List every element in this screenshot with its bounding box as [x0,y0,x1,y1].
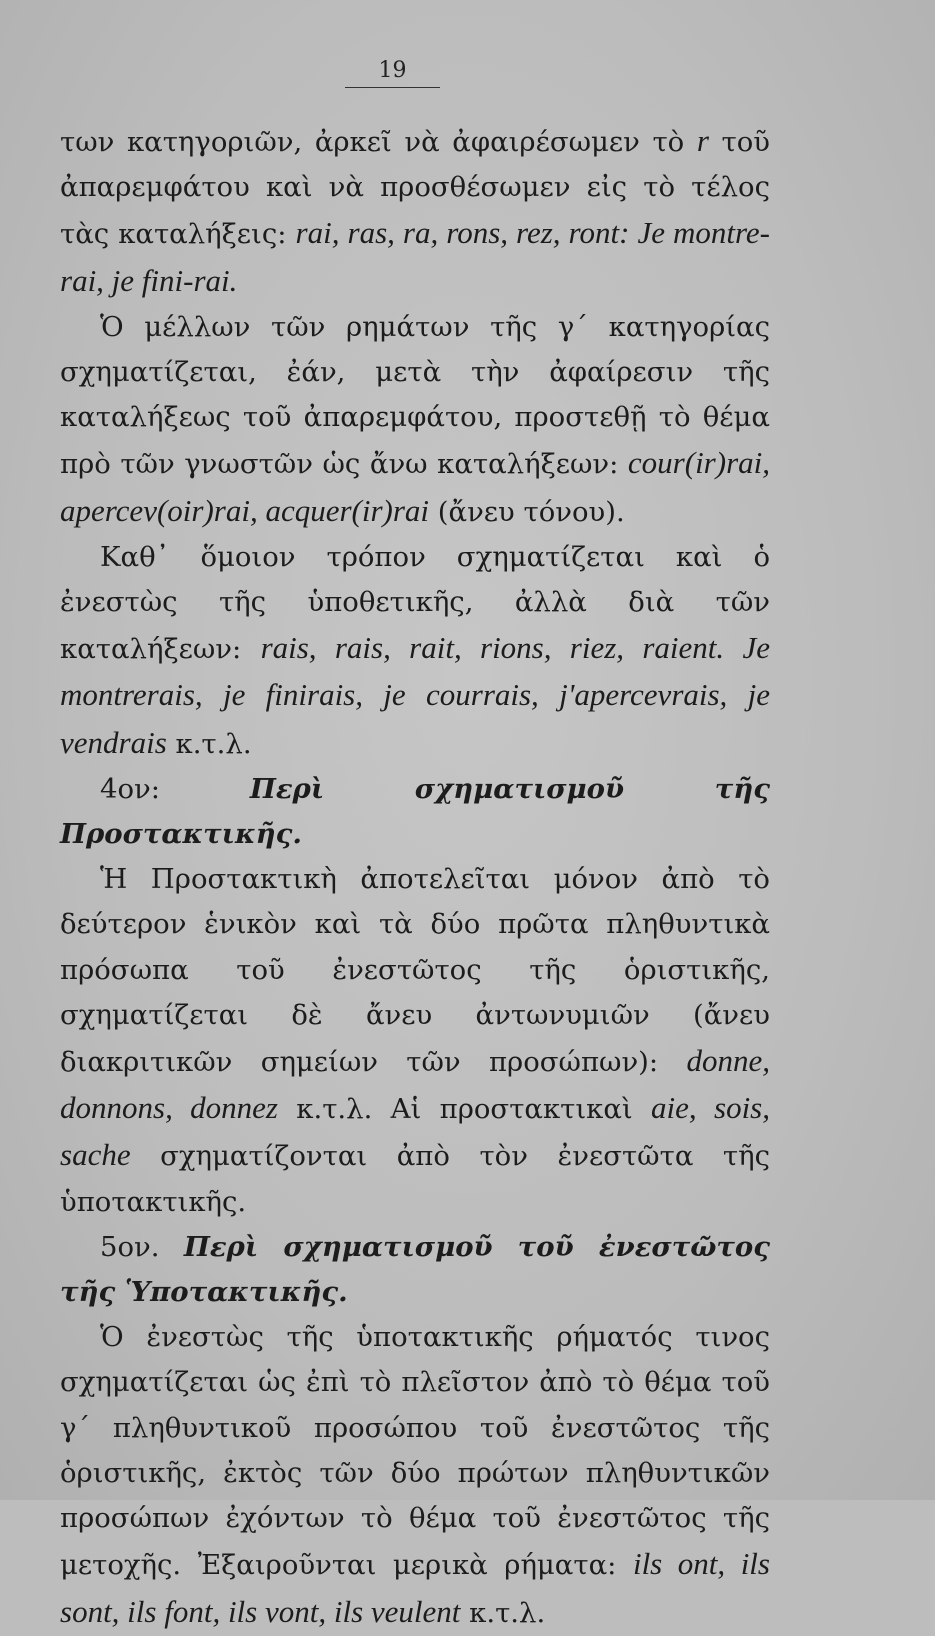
french-example: aie, sois, sache [60,1090,770,1173]
french-example: r [696,123,709,158]
french-example: cour(ir)rai, apercev(oir)rai, acquer(ir)rai [60,445,770,528]
text-run: κ.τ.λ. [166,727,252,760]
paragraph [60,767,770,857]
body-text [60,118,770,1636]
text-run: τοῦ ἀπαρεμφάτου καὶ νὰ προσθέσωμεν εἰς τὸ τέλος τὰς καταλήξεις: [60,126,771,251]
paragraph [60,535,770,767]
text-run: σχηματίζονται ἀπὸ τὸν ἐνεστῶτα τῆς ὑποτακτικῆς. [60,1140,770,1218]
paragraph [60,857,770,1225]
section-heading: Περὶ σχηματισμοῦ τῆς Προστακτικῆς. [60,772,770,851]
text-run: (ἄνευ τόνου). [429,495,625,528]
french-example: donne, donnons, donnez [60,1043,770,1126]
text-run: 5ον. [100,1230,184,1263]
text-run: Ἡ Προστακτικὴ ἀποτελεῖται μόνον ἀπὸ τὸ δεύτερον ἑνικὸν καὶ τὰ δύο πρῶτα πληθυντικὰ πρόσωπα τοῦ ἐνεστῶτος τῆς ὁριστικῆς, σχηματίζεται δὲ ἄνευ ἀντωνυμιῶν (ἄνευ διακριτικῶν σημείων τῶν προσώπων): [60,863,770,1079]
paragraph [60,1225,770,1315]
text-run: κ.τ.λ. [460,1596,546,1629]
french-example: rai, ras, ra, rons, rez, ront: Je montre-rai, je fini-rai. [60,215,770,298]
paragraph [60,118,770,305]
paragraph [60,305,770,535]
page-number: 19 [345,58,440,88]
text-run: των κατηγοριῶν, ἀρκεῖ νὰ ἀφαιρέσωμεν τὸ [60,126,697,158]
section-heading: Περὶ σχηματισμοῦ τοῦ ἐνεστῶτος τῆς Ὑποτακτικῆς. [60,1230,770,1309]
french-example: rais, rais, rait, rions, riez, raient. Je montrerais, je finirais, je courrais, j'apercevrais, je vendrais [60,630,770,760]
french-example: ils ont, ils sont, ils font, ils vont, ils veulent [60,1546,770,1629]
text-run: 4ον: [100,772,250,805]
text-run: Ὁ ἐνεστὼς τῆς ὑποτακτικῆς ρήματός τινος σχηματίζεται ὡς ἐπὶ τὸ πλεῖστον ἀπὸ τὸ θέμα τοῦ γ΄ πληθυντικοῦ προσώπου τοῦ ἐνεστῶτος τῆς ὁριστικῆς, ἐκτὸς τῶν δύο πρώτων πληθυντικῶν προσώπων ἐχόντων τὸ θέμα τοῦ ἐνεστῶτος τῆς μετοχῆς. Ἐξαιροῦνται μερικὰ ρήματα: [60,1321,770,1582]
text-run: Καθ᾽ ὅμοιον τρόπον σχηματίζεται καὶ ὁ ἐνεστὼς τῆς ὑποθετικῆς, ἀλλὰ διὰ τῶν καταλήξεων: [60,540,770,666]
text-run: Ὁ μέλλων τῶν ρημάτων τῆς γ΄ κατηγορίας σχηματίζεται, ἐάν, μετὰ τὴν ἀφαίρεσιν τῆς καταλήξεως τοῦ ἀπαρεμφάτου, προστεθῇ τὸ θέμα πρὸ τῶν γνωστῶν ὡς ἄνω καταλήξεων: [60,310,770,481]
paragraph [60,1315,770,1635]
text-run: κ.τ.λ. Αἱ προστακτικαὶ [277,1093,652,1126]
